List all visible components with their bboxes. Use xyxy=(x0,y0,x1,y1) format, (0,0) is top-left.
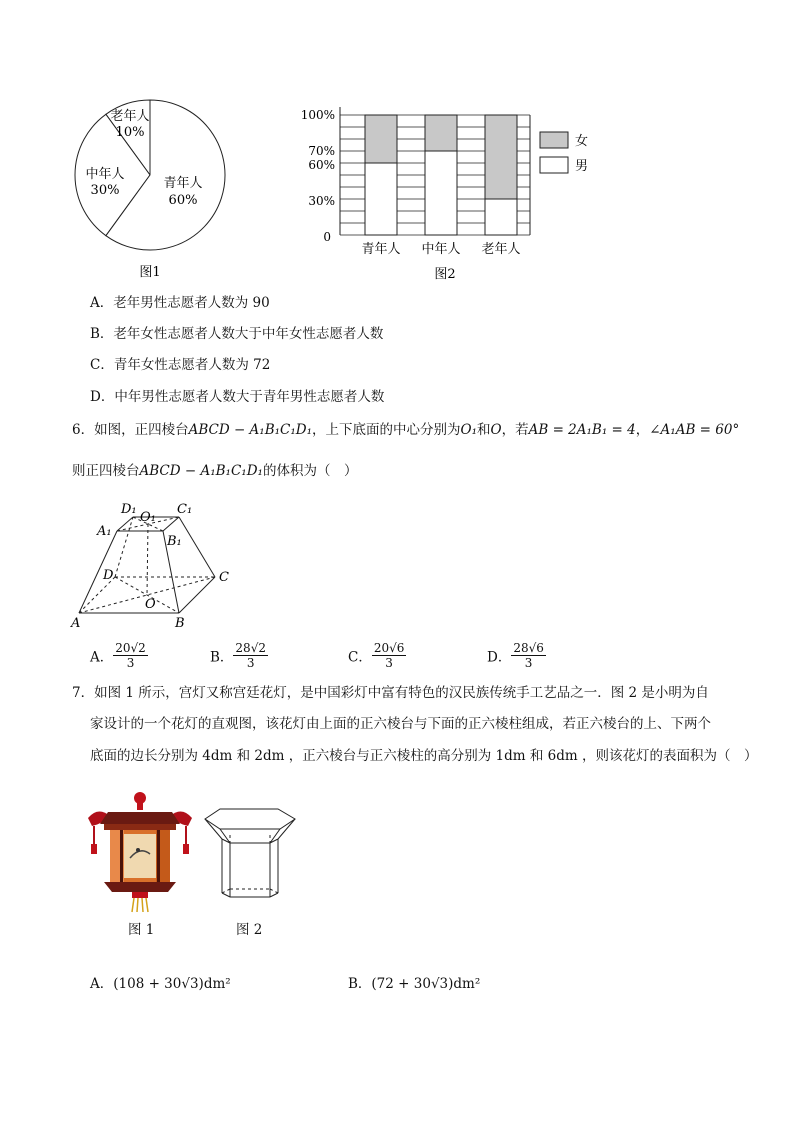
q7-fig1-caption: 图 1 xyxy=(128,922,155,938)
q7-line1: 7．如图 1 所示，宫灯又称宫廷花灯，是中国彩灯中富有特色的汉民族传统手工艺品之一．图 2 是小明为自 xyxy=(72,685,709,701)
label-B1: B₁ xyxy=(167,534,182,549)
q6-text-a: 6．如图，正四棱台 xyxy=(72,422,189,438)
ytick-60: 60% xyxy=(308,158,335,172)
q6-choice-b-num: 28√2 xyxy=(235,641,266,655)
q6-choice-a-den: 3 xyxy=(126,656,135,670)
q6-condition-1: AB = 2A₁B₁ = 4 xyxy=(528,422,636,438)
q6-choice-b-den: 3 xyxy=(246,656,255,670)
q6-frustum-name-2: ABCD − A₁B₁C₁D₁ xyxy=(139,463,263,479)
xtick-old: 老年人 xyxy=(481,242,521,257)
bar-male-1 xyxy=(425,151,457,235)
label-O: O xyxy=(145,597,156,612)
q6-and: 和 xyxy=(477,422,491,438)
q6-text-e: 的体积为（ ） xyxy=(262,463,358,479)
q6-choice-a-num: 20√2 xyxy=(115,641,146,655)
ytick-70: 70% xyxy=(308,144,335,158)
q6-condition-2: ∠A₁AB = 60° xyxy=(649,422,740,438)
q5-option-b: B．老年女性志愿者人数大于中年女性志愿者人数 xyxy=(90,326,384,342)
bar-female-1 xyxy=(425,115,457,151)
q6-choice-d xyxy=(487,641,546,670)
frustum-figure xyxy=(65,495,245,635)
label-C: C xyxy=(219,570,229,585)
label-D: D xyxy=(103,568,114,583)
q6-text-c: ，若 xyxy=(501,422,529,438)
palace-lantern-image xyxy=(80,788,200,913)
pie-caption: 图1 xyxy=(139,265,161,280)
bar-chart xyxy=(295,95,605,290)
legend-swatch-male xyxy=(540,157,568,173)
pie-pct-old: 10% xyxy=(115,125,145,140)
xtick-young: 青年人 xyxy=(361,242,401,257)
q6-choice-c-num: 20√6 xyxy=(373,641,405,655)
label-A1: A₁ xyxy=(97,524,112,539)
legend-label-male: 男 xyxy=(575,159,589,174)
pie-label-old: 老年人 xyxy=(110,109,150,124)
bar-male-2 xyxy=(485,199,517,235)
q5-option-c: C．青年女性志愿者人数为 72 xyxy=(90,357,271,373)
q7-fig2-caption: 图 2 xyxy=(236,922,263,938)
q6-choice-d-letter: D． xyxy=(487,649,512,666)
bar-female-0 xyxy=(365,115,397,163)
legend-label-female: 女 xyxy=(575,134,589,149)
q6-choice-c xyxy=(348,641,406,670)
q6-choice-d-den: 3 xyxy=(524,656,533,670)
q6-center-o1: O₁ xyxy=(460,422,478,438)
q6-center-o: O xyxy=(490,422,502,438)
bar-female-2 xyxy=(485,115,517,199)
pie-pct-young: 60% xyxy=(168,193,198,208)
label-A: A xyxy=(71,616,81,631)
label-B: B xyxy=(175,616,185,631)
ytick-100: 100% xyxy=(300,108,335,122)
label-C1: C₁ xyxy=(177,502,193,517)
label-D1: D₁ xyxy=(121,502,137,517)
q7-choice-a: A．(108 + 30√3)dm² xyxy=(90,976,231,992)
q5-option-a: A．老年男性志愿者人数为 90 xyxy=(90,295,270,311)
pie-label-young: 青年人 xyxy=(163,176,203,191)
q6-comma: ， xyxy=(635,422,650,438)
q6-choice-c-letter: C． xyxy=(348,649,372,666)
pie-label-mid: 中年人 xyxy=(85,167,125,182)
legend-swatch-female xyxy=(540,132,568,148)
hexagonal-lantern-figure xyxy=(200,805,300,910)
q6-choice-b xyxy=(210,641,268,670)
pie-pct-mid: 30% xyxy=(90,183,120,198)
q6-choice-c-den: 3 xyxy=(385,656,393,670)
ytick-30: 30% xyxy=(308,194,335,208)
ytick-0: 0 xyxy=(323,230,331,244)
q6-choice-a xyxy=(90,641,148,670)
q6-text-d: 则正四棱台 xyxy=(72,463,140,479)
q7-line2: 家设计的一个花灯的直观图，该花灯由上面的正六棱台与下面的正六棱柱组成，若正六棱台的上、下两个 xyxy=(90,716,711,732)
xtick-mid: 中年人 xyxy=(421,242,461,257)
label-O1: O₁ xyxy=(140,510,156,525)
q5-option-d: D．中年男性志愿者人数大于青年男性志愿者人数 xyxy=(90,389,385,405)
q6-text-b: ，上下底面的中心分别为 xyxy=(312,422,461,438)
q6-line2 xyxy=(72,461,357,481)
q6-choice-d-num: 28√6 xyxy=(513,641,544,655)
q6-choice-b-letter: B． xyxy=(210,649,234,666)
pie-chart xyxy=(60,90,240,290)
bar-caption: 图2 xyxy=(434,267,456,282)
bar-male-0 xyxy=(365,163,397,235)
q6-line1 xyxy=(72,420,739,440)
q7-line3: 底面的边长分别为 4dm 和 2dm ，正六棱台与正六棱柱的高分别为 1dm 和 6dm ，则该花灯的表面积为（ ） xyxy=(90,748,758,764)
q6-frustum-name: ABCD − A₁B₁C₁D₁ xyxy=(188,422,313,438)
q6-choice-a-letter: A． xyxy=(90,649,114,666)
q7-choice-b: B．(72 + 30√3)dm² xyxy=(348,976,481,992)
